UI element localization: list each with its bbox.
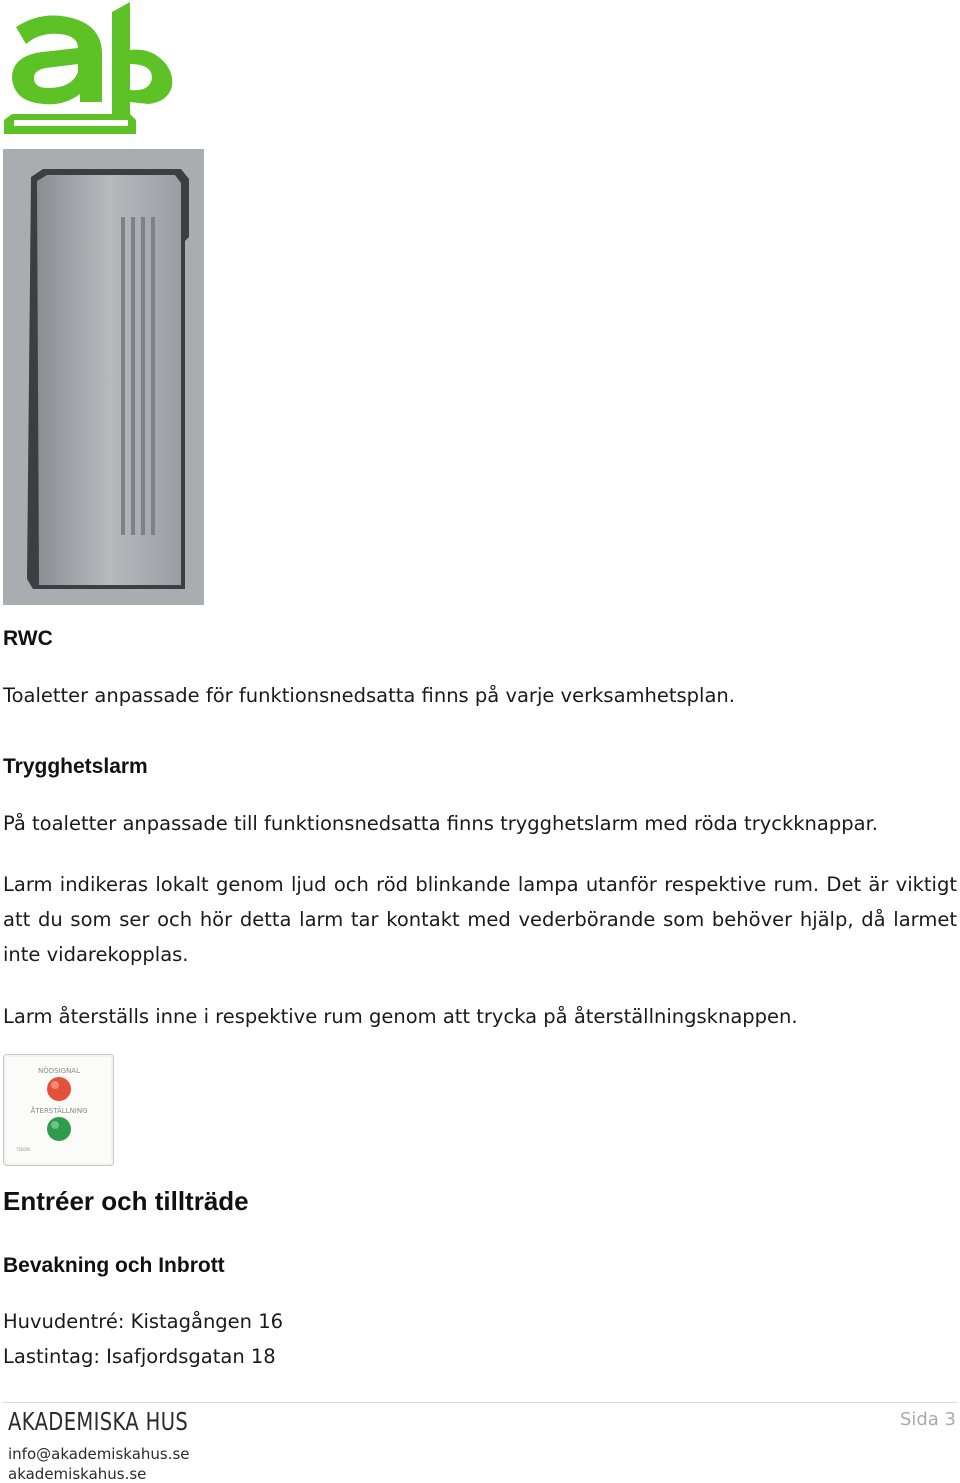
rwc-heading: RWC (3, 627, 53, 650)
footer-brand: AKADEMISKA HUS (8, 1407, 189, 1436)
entries-heading: Entréer och tillträde (3, 1186, 249, 1216)
page-number: Sida 3 (899, 1409, 956, 1430)
alarm-paragraph-2: Larm indikeras lokalt genom ljud och röd blinkande lampa utanför respektive rum. Det är viktigt att du som ser och hör detta larm tar kontakt med vederbörande som behöver hjälp, då larmet inte vidarekopplas. (3, 873, 957, 966)
entries-line-2: Lastintag: Isafjordsgatan 18 (3, 1345, 276, 1368)
alarm-heading: Trygghetslarm (3, 755, 148, 778)
alarm-panel-photo (3, 1054, 114, 1166)
panel-label-mid: ÅTERSTÄLLNING (30, 1107, 88, 1115)
akademiska-hus-logo-icon (2, 2, 174, 134)
alarm-paragraph-1: På toaletter anpassade till funktionsnedsatta finns trygghetslarm med röda tryckknappar. (3, 812, 878, 835)
footer-website[interactable]: akademiskahus.se (8, 1465, 147, 1483)
panel-label-top: NÖDSIGNAL (38, 1067, 80, 1075)
footer-divider (3, 1402, 957, 1403)
rwc-text: Toaletter anpassade för funktionsnedsatta finns på varje verksamhetsplan. (3, 684, 735, 707)
footer-email[interactable]: info@akademiskahus.se (8, 1445, 190, 1463)
entries-subheading: Bevakning och Inbrott (3, 1254, 225, 1277)
motion-sensor-photo (3, 149, 204, 605)
panel-label-brand: TEBOXI (16, 1147, 31, 1152)
entries-line-1: Huvudentré: Kistagången 16 (3, 1310, 284, 1333)
alarm-paragraph-3: Larm återställs inne i respektive rum genom att trycka på återställningsknappen. (3, 1005, 798, 1028)
